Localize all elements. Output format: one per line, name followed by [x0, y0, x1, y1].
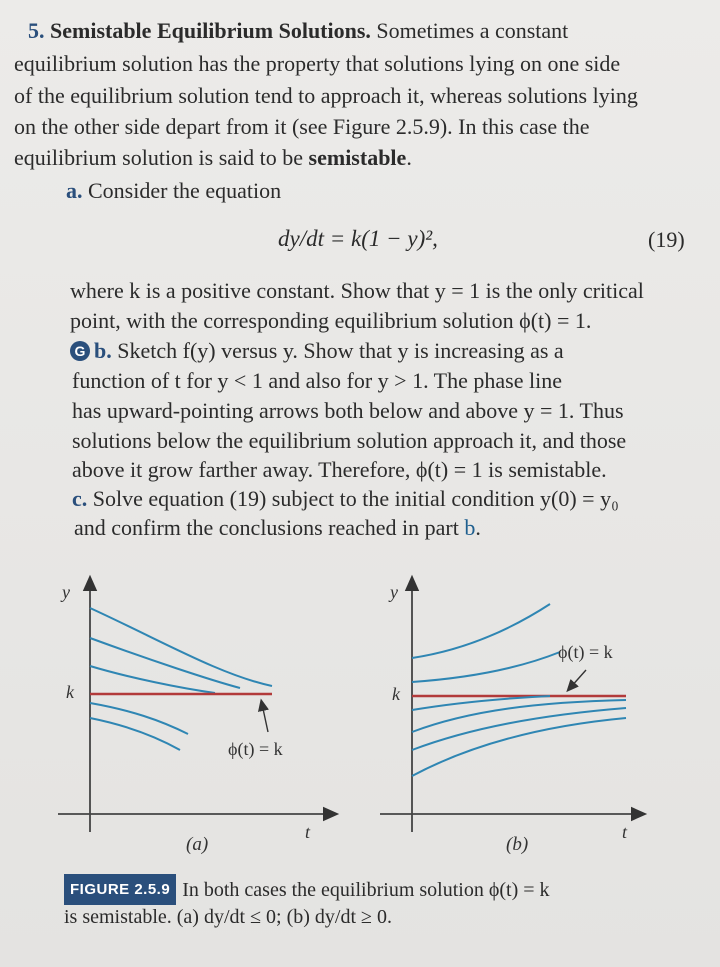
part-a-intro-line — [66, 178, 281, 204]
figure-tag: FIGURE 2.5.9 — [64, 874, 176, 905]
panel-b-y-label: y — [390, 582, 398, 602]
graphing-badge-icon: G — [70, 341, 90, 361]
caption-text-1: In both cases the equilibrium solution ϕ(t) = k — [182, 879, 550, 901]
part-a-line-1: where k is a positive constant. Show that y = 1 is the only critical — [70, 278, 644, 303]
panel-b-k-label: k — [392, 684, 400, 704]
equation-number: (19) — [648, 227, 685, 252]
panel-a-phi-label: ϕ(t) = k — [228, 739, 283, 759]
semistable-term: semistable — [308, 145, 407, 170]
problem-line-5-end: . — [406, 145, 412, 170]
panel-b-solution-curve — [412, 652, 560, 682]
part-a-intro: Consider the equation — [88, 178, 282, 203]
panel-a-solution-curve — [90, 718, 180, 750]
part-b-label: b. — [94, 338, 112, 363]
panel-a-y-label: y — [62, 582, 70, 602]
part-c-line-1 — [72, 486, 619, 512]
part-c-line-2 — [74, 515, 481, 541]
problem-number: 5. — [28, 18, 45, 43]
part-b-text-1: Sketch f(y) versus y. Show that y is increasing as a — [117, 338, 564, 363]
panel-a-k-label: k — [66, 682, 74, 702]
panel-a-solution-curve — [90, 703, 188, 734]
panel-b-pointer-arrow — [570, 670, 586, 688]
part-c-text-2-end: . — [475, 515, 481, 540]
problem-title: Semistable Equilibrium Solutions. — [50, 18, 371, 43]
figure-caption-line-2: is semistable. (a) dy/dt ≤ 0; (b) dy/dt ≥ 0. — [64, 906, 393, 928]
problem-line-3: of the equilibrium solution tend to approach it, whereas solutions lying — [14, 83, 638, 108]
part-b-reference-link[interactable]: b — [464, 515, 476, 540]
panel-a-t-label: t — [305, 822, 311, 842]
part-b-line-5: above it grow farther away. Therefore, ϕ(t) = 1 is semistable. — [72, 457, 607, 482]
part-c-label: c. — [72, 486, 88, 511]
panel-b-t-label: t — [622, 822, 628, 842]
panel-b-solution-curve — [412, 718, 626, 776]
problem-line-5 — [14, 145, 412, 171]
figure-panel-b — [370, 570, 670, 860]
part-b-line-4: solutions below the equilibrium solution approach it, and those — [72, 428, 627, 453]
panel-b-phi-label: ϕ(t) = k — [558, 642, 613, 662]
problem-line-1 — [28, 18, 568, 44]
part-b-line-3: has upward-pointing arrows both below and above y = 1. Thus — [72, 398, 624, 423]
problem-line-1-rest: Sometimes a constant — [376, 18, 569, 43]
equation-19: dy/dt = k(1 − y)², — [278, 226, 438, 251]
panel-a-label: (a) — [186, 834, 209, 855]
panel-b-label: (b) — [506, 834, 529, 855]
problem-line-5-start: equilibrium solution is said to be — [14, 145, 304, 170]
part-c-text-1: Solve equation (19) subject to the initial condition y(0) = y₀ — [92, 486, 619, 511]
figure-panel-a — [40, 570, 340, 860]
panel-b-solution-curve — [412, 696, 550, 710]
panel-a-solution-curve — [90, 638, 240, 688]
part-b-line-2: function of t for y < 1 and also for y > 1. The phase line — [72, 368, 562, 393]
part-a-line-2: point, with the corresponding equilibrium solution ϕ(t) = 1. — [70, 308, 592, 333]
panel-b-solution-curve — [412, 604, 550, 658]
problem-line-4: on the other side depart from it (see Figure 2.5.9). In this case the — [14, 114, 590, 139]
problem-line-2: equilibrium solution has the property that solutions lying on one side — [14, 51, 621, 76]
panel-b-solution-curve — [412, 708, 626, 750]
panel-a-solution-curve — [90, 666, 215, 693]
part-a-label: a. — [66, 178, 83, 203]
part-c-text-2: and confirm the conclusions reached in part — [74, 515, 459, 540]
figure-caption-line-1 — [64, 874, 550, 905]
part-b-line-1 — [70, 338, 564, 364]
panel-a-pointer-arrow — [262, 704, 268, 732]
